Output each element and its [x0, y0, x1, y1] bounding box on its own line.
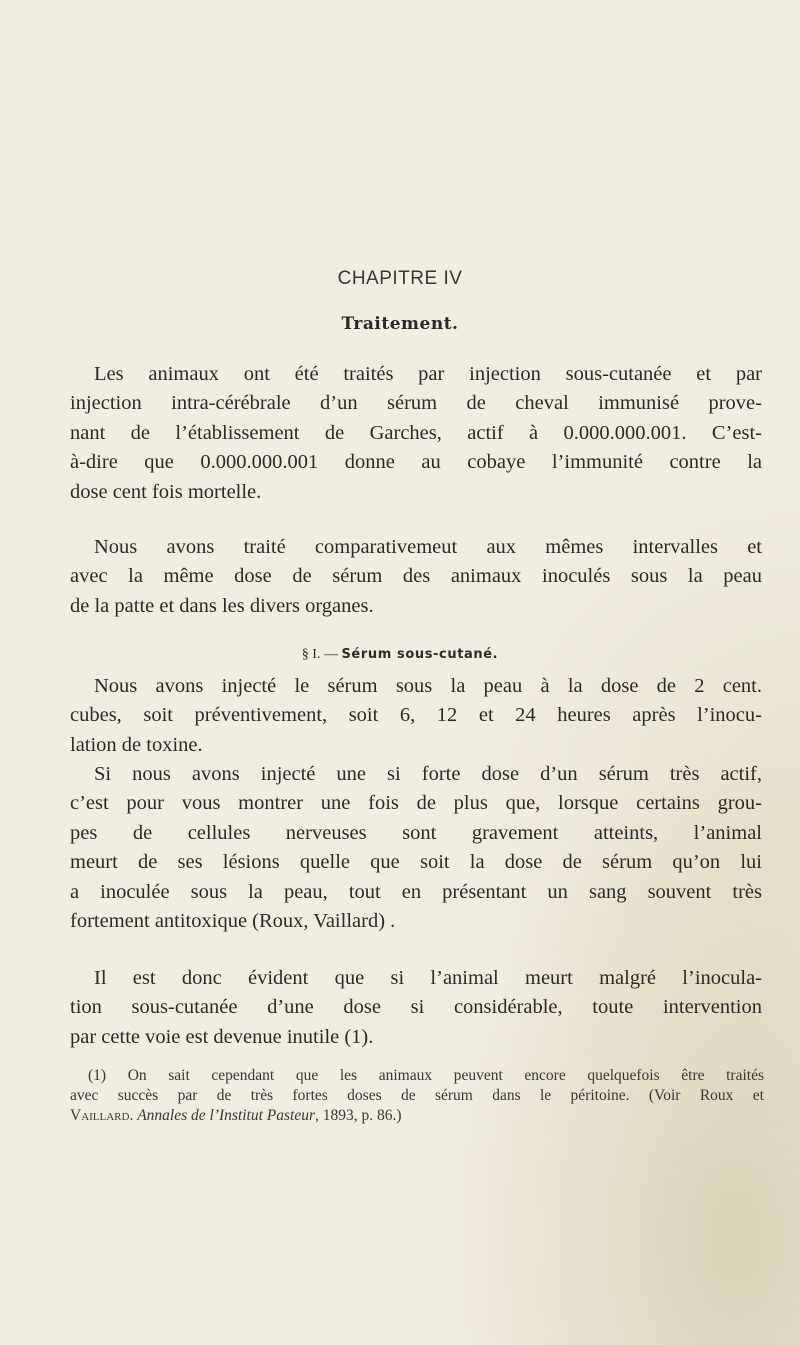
- paragraph-4: [70, 760, 762, 936]
- paragraph-1: [70, 360, 762, 507]
- paragraph-line: par cette voie est devenue inutile (1).: [70, 1025, 374, 1048]
- paragraph-line: cubes, soit préventivement, soit 6, 12 et 24 heures après l’inocu-: [70, 704, 762, 727]
- footnote-citation: [70, 1106, 764, 1126]
- footnote: [70, 1066, 764, 1126]
- paragraph-line: Il est donc évident que si l’animal meurt malgré l’inocula-: [94, 967, 762, 989]
- paragraph-line: de la patte et dans les divers organes.: [70, 594, 374, 617]
- paragraph-line: a inoculée sous la peau, tout en présentant un sang souvent très: [70, 880, 762, 903]
- paragraph-2: [70, 533, 762, 621]
- paragraph-line: c’est pour vous montrer une fois de plus que, lorsque certains grou-: [70, 792, 762, 815]
- section-title: Sérum sous-cutané.: [341, 647, 499, 662]
- paragraph-line: tion sous-cutanée d’une dose si considérable, toute intervention: [70, 996, 762, 1019]
- paragraph-line: dose cent fois mortelle.: [70, 480, 262, 503]
- paragraph-line: fortement antitoxique (Roux, Vaillard) .: [70, 910, 396, 933]
- paragraph-5: [70, 964, 762, 1052]
- section-heading: [0, 647, 800, 663]
- paragraph-line: avec la même dose de sérum des animaux inoculés sous la peau: [70, 565, 762, 588]
- chapter-title: Traitement.: [341, 314, 459, 334]
- footnote-reference: , 1893, p. 86.): [315, 1107, 402, 1124]
- paragraph-line: pes de cellules nerveuses sont gravement atteints, l’animal: [70, 821, 762, 844]
- footnote-line: avec succès par de très fortes doses de sérum dans le péritoine. (Voir Roux et: [70, 1087, 764, 1104]
- chapter-heading: CHAPITRE IV: [337, 268, 463, 289]
- paragraph-line: meurt de ses lésions quelle que soit la dose de sérum qu’on lui: [70, 851, 762, 874]
- footnote-journal: Annales de l’Institut Pasteur: [137, 1107, 316, 1124]
- paragraph-line: injection intra-cérébrale d’un sérum de cheval immunisé prove-: [70, 392, 762, 415]
- paragraph-line: nant de l’établissement de Garches, actif à 0.000.000.001. C’est-: [70, 421, 762, 444]
- paragraph-3: [70, 672, 762, 760]
- paragraph-line: Nous avons injecté le sérum sous la peau à la dose de 2 cent.: [94, 675, 762, 697]
- footnote-author: Vaillard.: [70, 1107, 134, 1124]
- paragraph-line: Si nous avons injecté une si forte dose d’un sérum très actif,: [94, 763, 762, 785]
- footnote-line: (1) On sait cependant que les animaux peuvent encore quelquefois être traités: [88, 1067, 764, 1084]
- paragraph-line: à-dire que 0.000.000.001 donne au cobaye l’immunité contre la: [70, 451, 762, 474]
- paragraph-line: Nous avons traité comparativemeut aux mêmes intervalles et: [94, 536, 762, 558]
- section-number: § I. —: [301, 647, 338, 662]
- paragraph-line: lation de toxine.: [70, 733, 203, 756]
- paragraph-line: Les animaux ont été traités par injection sous-cutanée et par: [94, 363, 762, 385]
